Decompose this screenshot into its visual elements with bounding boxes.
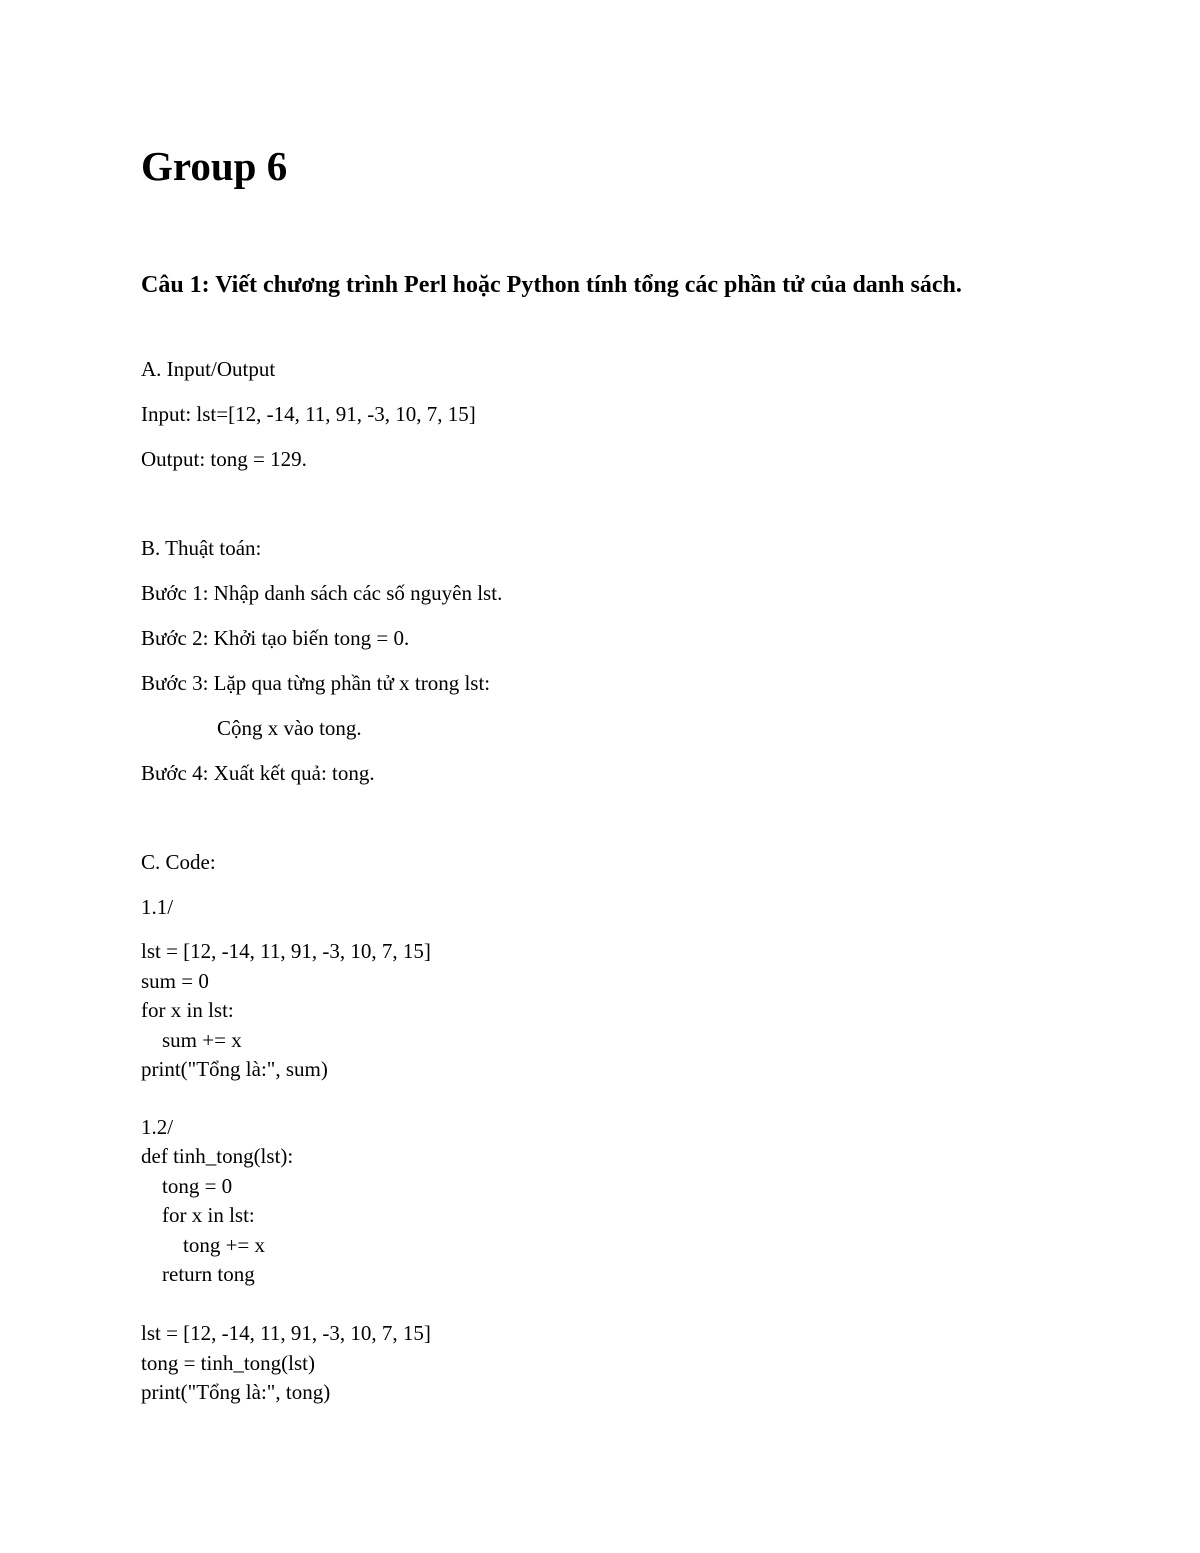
section-b-heading: B. Thuật toán: [141,536,262,560]
code-2-label: 1.2/ [141,1115,174,1139]
step-3-detail: Cộng x vào tong. [217,716,362,740]
output-line: Output: tong = 129. [141,447,307,471]
step-4: Bước 4: Xuất kết quả: tong. [141,761,375,785]
question-heading: Câu 1: Viết chương trình Perl hoặc Python tính tổng các phần tử của danh sách. [141,272,962,298]
section-a-heading: A. Input/Output [141,357,276,381]
input-line: Input: lst=[12, -14, 11, 91, -3, 10, 7, 15] [141,402,476,426]
code-block-1: lst = [12, -14, 11, 91, -3, 10, 7, 15] sum = 0 for x in lst: sum += x print("Tổng là:", sum) [141,939,431,1081]
code-1-label: 1.1/ [141,895,174,919]
code-block-2: def tinh_tong(lst): tong = 0 for x in lst: tong += x return tong lst = [12, -14, 11, 91, -3, 10, 7, 15] tong = tinh_tong(lst) print("Tổng là:", tong) [141,1144,431,1404]
section-c-heading: C. Code: [141,850,216,874]
page-title: Group 6 [141,143,288,189]
step-3: Bước 3: Lặp qua từng phần tử x trong lst: [141,671,491,695]
step-1: Bước 1: Nhập danh sách các số nguyên lst. [141,581,503,605]
step-2: Bước 2: Khởi tạo biến tong = 0. [141,626,410,650]
